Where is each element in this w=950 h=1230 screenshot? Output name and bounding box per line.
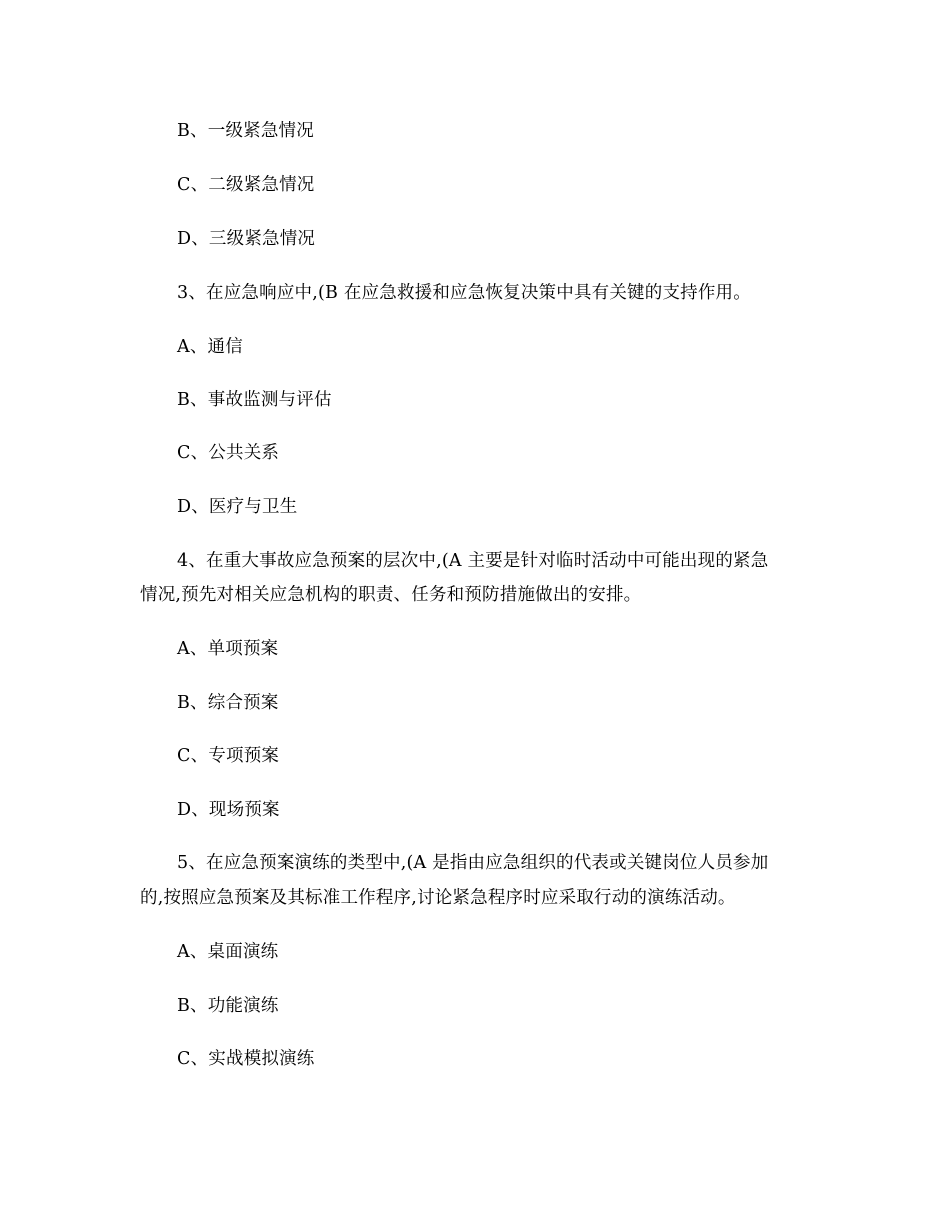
question-5-line-1: 5、在应急预案演练的类型中,(A 是指由应急组织的代表或关键岗位人员参加 bbox=[177, 853, 769, 873]
option-d-q2: D、三级紧急情况 bbox=[177, 229, 316, 249]
question-4-line-1: 4、在重大事故应急预案的层次中,(A 主要是针对临时活动中可能出现的紧急 bbox=[177, 551, 769, 571]
option-b-q4: B、综合预案 bbox=[177, 693, 279, 713]
option-c-q3: C、公共关系 bbox=[177, 443, 280, 463]
question-4-line-2: 情况,预先对相关应急机构的职责、任务和预防措施做出的安排。 bbox=[140, 585, 642, 605]
option-d-q4: D、现场预案 bbox=[177, 800, 280, 820]
question-5-line-2: 的,按照应急预案及其标准工作程序,讨论紧急程序时应采取行动的演练活动。 bbox=[140, 888, 736, 908]
option-a-q3: A、通信 bbox=[177, 337, 243, 357]
option-c-q5: C、实战模拟演练 bbox=[177, 1049, 315, 1069]
question-3: 3、在应急响应中,(B 在应急救援和应急恢复决策中具有关键的支持作用。 bbox=[177, 283, 751, 303]
option-b-q5: B、功能演练 bbox=[177, 996, 279, 1016]
option-c-q2: C、二级紧急情况 bbox=[177, 175, 315, 195]
option-b-q3: B、事故监测与评估 bbox=[177, 390, 332, 410]
option-a-q5: A、桌面演练 bbox=[177, 942, 279, 962]
option-a-q4: A、单项预案 bbox=[177, 639, 279, 659]
option-d-q3: D、医疗与卫生 bbox=[177, 497, 298, 517]
option-b-q2: B、一级紧急情况 bbox=[177, 121, 314, 141]
option-c-q4: C、专项预案 bbox=[177, 746, 280, 766]
